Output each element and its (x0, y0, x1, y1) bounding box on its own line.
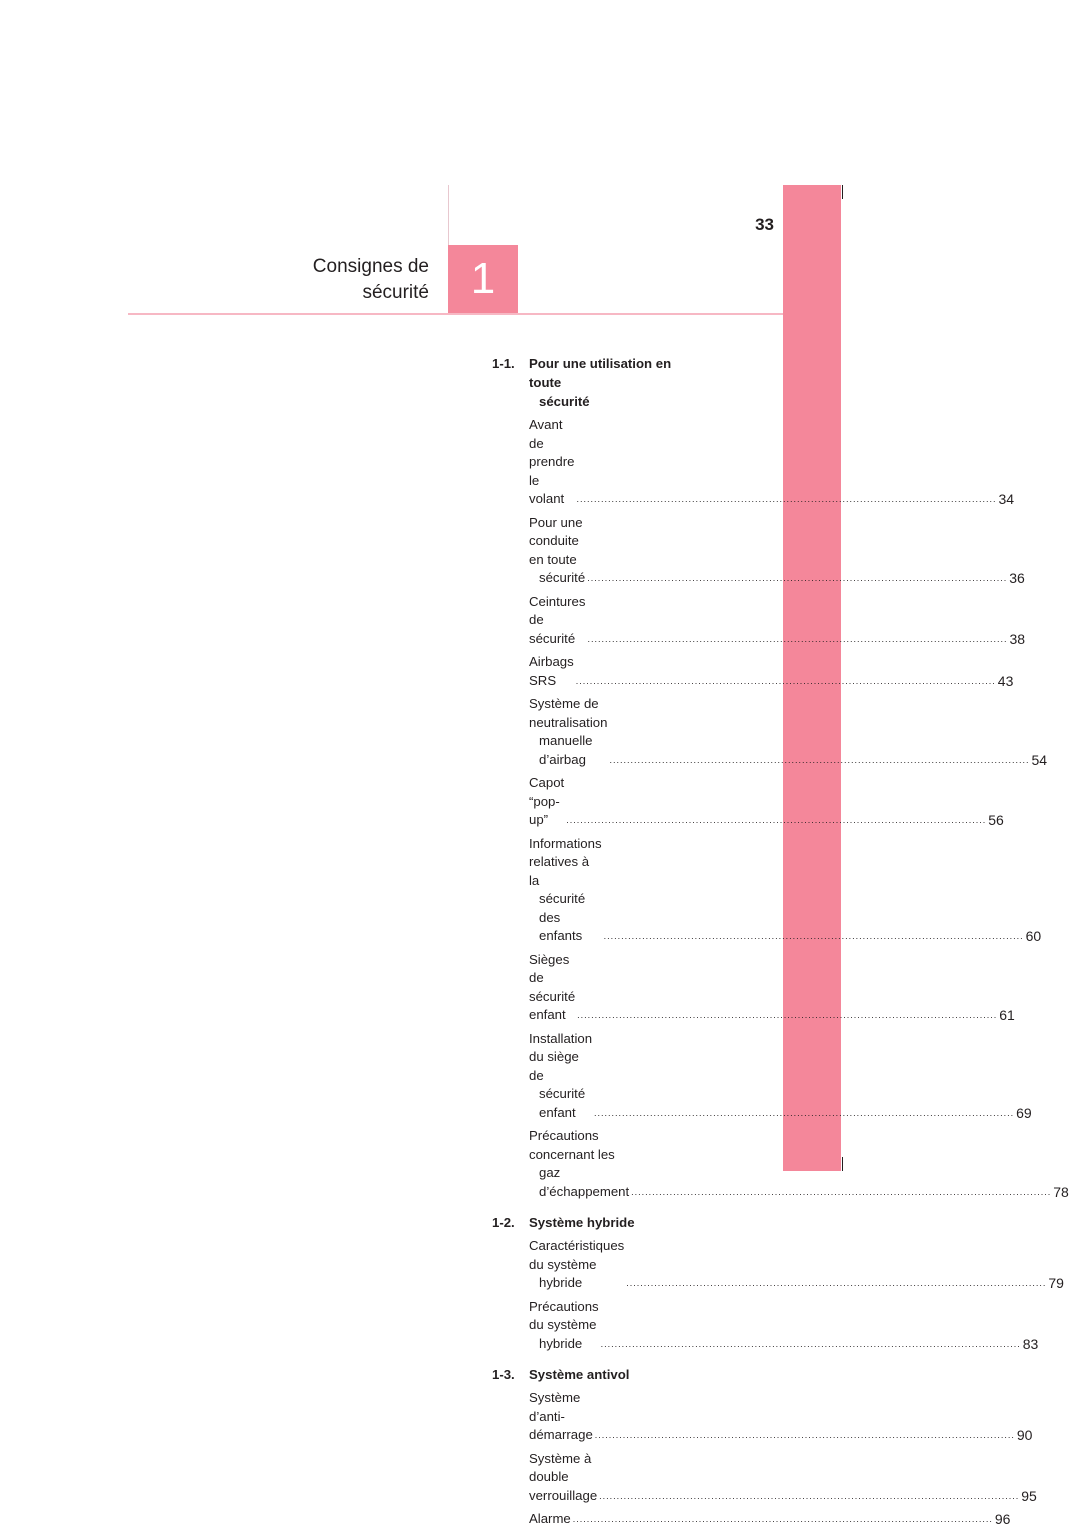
toc-section-title-line2: sécurité (539, 394, 590, 409)
header-divider-horizontal (128, 313, 783, 315)
toc-entry-title (529, 1389, 593, 1445)
toc-entry[interactable] (529, 951, 1015, 1025)
toc-entry-title-line1: Alarme (529, 1511, 571, 1526)
toc-entry-title-line2: hybride (539, 1275, 583, 1290)
toc-entry[interactable] (529, 774, 1004, 830)
toc-entry-title (529, 1237, 624, 1293)
page-number: 33 (755, 215, 774, 234)
header-divider-vertical (448, 185, 449, 245)
toc-entry[interactable] (529, 1237, 1064, 1293)
toc-dot-leader: ........................................................................................................................ (587, 573, 1008, 583)
toc-entry-title (529, 835, 602, 946)
toc-entry-title-line1: Caractéristiques du système (529, 1238, 625, 1272)
toc-entry-title-line1: Informations relatives à la (529, 835, 602, 888)
toc-entry[interactable] (529, 593, 1026, 649)
toc-entry-title (529, 416, 574, 509)
toc-entry-title-line2: manuelle d’airbag (539, 733, 593, 767)
toc-entry-page: 78 (1053, 1183, 1069, 1200)
toc-entry[interactable] (529, 1298, 1039, 1354)
toc-entry-title-line1: Système d’anti-démarrage (529, 1390, 593, 1442)
toc-entry-page: 54 (1031, 751, 1048, 768)
toc-entry[interactable] (529, 1389, 1033, 1445)
toc-section-number: 1-2. (492, 1215, 515, 1230)
toc-entry-title-line1: Avant de prendre le volant (529, 417, 575, 506)
toc-entry-title-line1: Système à double verrouillage (529, 1450, 598, 1503)
toc-entry-page: 43 (997, 672, 1014, 689)
toc-entry[interactable] (529, 1030, 1032, 1123)
toc-section-number: 1-3. (492, 1367, 515, 1382)
toc-entry-title (529, 1030, 592, 1123)
toc-section-title (529, 1213, 699, 1232)
toc-entry-page: 61 (999, 1007, 1015, 1023)
toc-entry[interactable] (529, 695, 1048, 769)
toc-dot-leader: ........................................................................................................................ (577, 1010, 998, 1020)
toc-section-title-line1: Pour une utilisation en toute (529, 356, 672, 390)
toc-entry-page: 38 (1009, 630, 1026, 647)
toc-entry-page: 60 (1025, 928, 1042, 944)
toc-dot-leader: ........................................................................................................................ (609, 754, 1030, 765)
toc-entry-title-line1: Précautions concernant les (529, 1128, 615, 1162)
chapter-title (313, 254, 429, 306)
toc-section-title-line1: Système hybride (529, 1215, 635, 1230)
toc-entry-page: 36 (1009, 570, 1025, 586)
toc-entry-title (529, 514, 585, 588)
toc-section-title (529, 1365, 699, 1384)
toc-entry-title-line1: Airbags SRS (529, 654, 574, 688)
toc-entry-page: 34 (998, 491, 1015, 507)
chapter-number-badge: 1 (448, 245, 518, 313)
toc-dot-leader: ........................................................................................................................ (566, 815, 987, 825)
toc-entry-title (529, 1127, 629, 1201)
toc-entry-page: 79 (1048, 1275, 1064, 1291)
toc-entry-title-line1: Système de neutralisation (529, 696, 608, 730)
toc-entry[interactable] (529, 1127, 1069, 1201)
toc-entry-title-line2: hybride (539, 1335, 583, 1351)
crop-mark-top (842, 185, 843, 199)
toc-entry-title-line1: Installation du siège de (529, 1030, 593, 1083)
toc-dot-leader: ........................................................................................................................ (594, 1430, 1015, 1440)
chapter-title-line2: sécurité (362, 282, 429, 303)
toc-section-heading (492, 1365, 742, 1384)
toc-entry-title-line1: Capot “pop-up” (529, 775, 565, 827)
toc-entry-title (529, 1450, 597, 1506)
chapter-title-line1: Consignes de (312, 256, 429, 277)
toc-entry-title-line2: sécurité (539, 570, 586, 585)
toc-dot-leader: ........................................................................................................................ (575, 675, 996, 686)
toc-entry-page: 95 (1021, 1487, 1037, 1504)
toc-entry-title-line2: sécurité des enfants (539, 891, 586, 943)
toc-entry-page: 90 (1016, 1427, 1033, 1443)
toc-dot-leader: ........................................................................................................................ (603, 931, 1024, 941)
toc-dot-leader: ........................................................................................................................ (576, 494, 997, 504)
toc-entry-title-line1: Pour une conduite en toute (529, 514, 583, 567)
toc-entry-title (529, 774, 564, 830)
table-of-contents (492, 354, 1069, 1529)
toc-entry[interactable] (529, 416, 1015, 509)
toc-entry-page: 96 (994, 1511, 1011, 1527)
toc-dot-leader: ........................................................................................................................ (594, 1107, 1015, 1118)
toc-entry-title-line1: Sièges de sécurité enfant (529, 951, 576, 1022)
toc-dot-leader: ........................................................................................................................ (599, 1490, 1020, 1501)
toc-entry[interactable] (529, 1450, 1037, 1506)
toc-dot-leader: ........................................................................................................................ (572, 1514, 993, 1524)
toc-entry-title-line1: Ceintures de sécurité (529, 593, 586, 646)
toc-entry-page: 69 (1016, 1104, 1032, 1121)
toc-entry[interactable] (529, 653, 1014, 690)
toc-entry-title (529, 951, 575, 1025)
toc-dot-leader: ........................................................................................................................ (631, 1186, 1052, 1197)
toc-section-heading (492, 1213, 742, 1232)
toc-entry-page: 56 (988, 812, 1004, 828)
toc-section-title (529, 354, 699, 411)
toc-entry[interactable] (529, 514, 1025, 588)
toc-entry-title (529, 695, 607, 769)
toc-entry-title-line2: sécurité enfant (539, 1086, 586, 1120)
toc-entry[interactable] (529, 835, 1042, 946)
toc-section-title-line1: Système antivol (529, 1367, 630, 1382)
toc-entry-title-line1: Précautions du système (529, 1298, 599, 1332)
toc-entry-title (529, 1298, 599, 1354)
toc-dot-leader: ........................................................................................................................ (600, 1338, 1021, 1349)
crop-mark-bottom (842, 1157, 843, 1171)
toc-dot-leader: ........................................................................................................................ (587, 633, 1008, 644)
toc-section-heading (492, 354, 742, 411)
toc-entry[interactable] (529, 1510, 1011, 1529)
toc-entry-page: 83 (1022, 1335, 1039, 1352)
toc-dot-leader: ........................................................................................................................ (626, 1278, 1047, 1288)
toc-entry-title-line2: gaz d’échappement (539, 1165, 630, 1199)
toc-entry-title (529, 593, 585, 649)
toc-section-number: 1-1. (492, 356, 515, 371)
toc-entry-title (529, 1510, 571, 1529)
toc-entry-title (529, 653, 574, 690)
